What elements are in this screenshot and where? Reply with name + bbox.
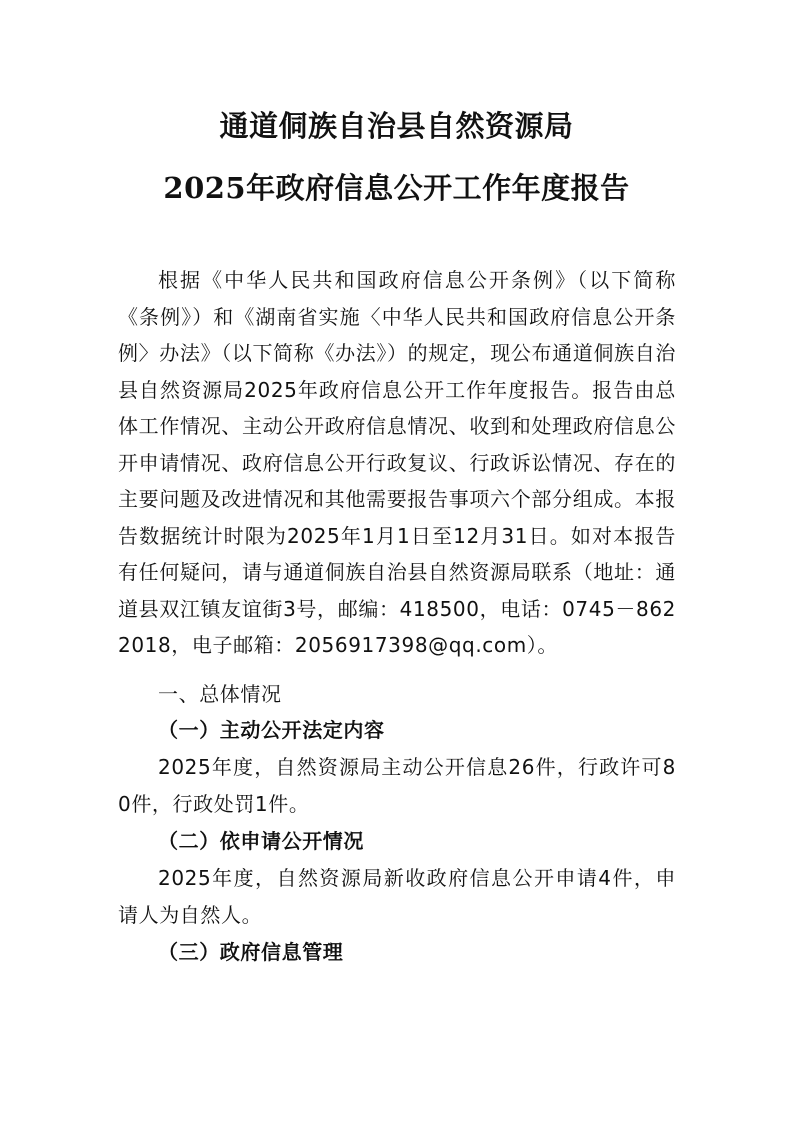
document-title-line-2: 2025年政府信息公开工作年度报告 xyxy=(163,171,630,205)
subsection-text-proactive-disclosure: 2025年度，自然资源局主动公开信息26件，行政许可80件，行政处罚1件。 xyxy=(118,755,676,816)
subsection-heading-request-disclosure: （二）依申请公开情况 xyxy=(158,829,364,853)
subsection-heading-information-management: （三）政府信息管理 xyxy=(158,940,344,964)
subsection-text-request-disclosure: 2025年度，自然资源局新收政府信息公开申请4件，申请人为自然人。 xyxy=(118,866,676,927)
document-title-line-1: 通道侗族自治县自然资源局 xyxy=(219,109,574,143)
subsection-heading-proactive-disclosure: （一）主动公开法定内容 xyxy=(158,718,385,742)
intro-paragraph: 根据《中华人民共和国政府信息公开条例》（以下简称《条例》）和《湖南省实施〈中华人民共和国政府信息公开条例〉办法》（以下简称《办法》）的规定，现公布通道侗族自治县自然资源局2025年政府信息公开工作年度报告。报告由总体工作情况、主动公开政府信息情况、收到和处理政府信息公开申请情况、政府信息公开行政复议、行政诉讼情况、存在的主要问题及改进情况和其他需要报告事项六个部分组成。本报告数据统计时限为2025年1月1日至12月31日。如对本报告有任何疑问，请与通道侗族自治县自然资源局联系（地址：通道县双江镇友谊街3号，邮编：418500，电话：0745－8622018，电子邮箱：2056917398@qq.com）。 xyxy=(118,268,676,657)
section-heading-overall: 一、总体情况 xyxy=(158,682,282,706)
